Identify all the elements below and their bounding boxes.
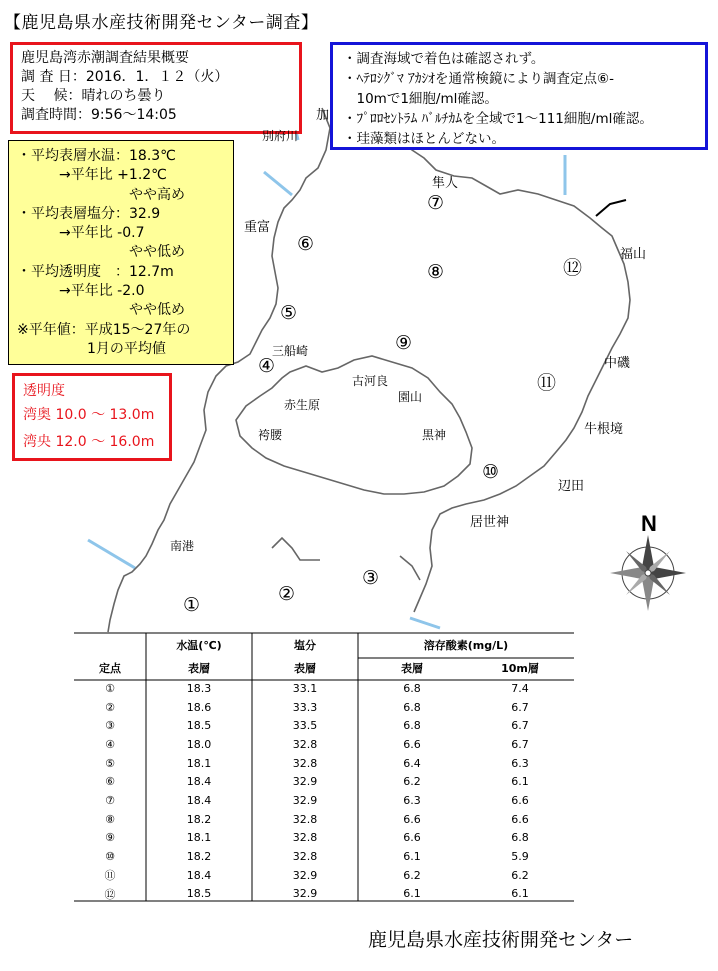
place-hetta: 辺田	[558, 479, 585, 494]
table-cell-sal: 32.9	[292, 887, 318, 901]
table-row	[74, 866, 574, 885]
station-point-2: ②	[278, 583, 296, 605]
table-cell-temp: 18.1	[186, 756, 212, 770]
average-stats-box	[8, 140, 234, 365]
table-cell-temp: 18.4	[186, 793, 212, 807]
table-cell-temp: 18.1	[186, 831, 212, 845]
stats-line: ※平年値：平成15～27年の	[17, 321, 191, 338]
table-row	[74, 735, 574, 754]
table-row	[74, 885, 574, 904]
table-cell-sal: 32.8	[292, 850, 318, 864]
table-cell-do_s: 6.8	[403, 719, 421, 733]
table-cell-temp: 18.0	[186, 737, 212, 751]
table-cell-do_s: 6.8	[403, 700, 421, 714]
table-header-temp-surface: 表層	[188, 662, 210, 675]
table-row	[74, 679, 574, 698]
table-cell-pt: ⑨	[105, 831, 115, 845]
table-row	[74, 847, 574, 866]
place-betsufugawa: 別府川	[262, 129, 299, 143]
water-quality-table	[74, 632, 574, 903]
table-cell-sal: 32.8	[292, 756, 318, 770]
station-point-7: ⑦	[427, 192, 445, 214]
survey-line: 天 候：晴れのち曇り	[21, 88, 166, 104]
table-cell-do_10: 6.7	[511, 719, 529, 733]
table-row	[74, 698, 574, 717]
table-cell-temp: 18.5	[186, 887, 212, 901]
station-point-9: ⑨	[395, 332, 413, 354]
table-cell-do_s: 6.6	[403, 737, 421, 751]
table-header-station: 定点	[99, 662, 121, 675]
table-header-do: 溶存酸素(mg/L)	[423, 638, 509, 652]
station-point-5: ⑤	[280, 302, 298, 324]
table-cell-do_s: 6.2	[403, 868, 421, 882]
place-akaohara: 赤生原	[284, 398, 321, 412]
table-row	[74, 810, 574, 829]
survey-summary-box	[10, 42, 302, 134]
table-cell-do_10: 6.7	[511, 700, 529, 714]
table-cell-do_10: 6.3	[511, 756, 529, 770]
table-cell-temp: 18.6	[186, 700, 212, 714]
observation-line: ・ﾌﾟﾛﾛｾﾝﾄﾗﾑ ﾊﾞﾙﾁｶﾑを全域で1～111細胞/ml確認。	[343, 111, 653, 127]
table-cell-pt: ⑪	[104, 869, 116, 883]
table-cell-sal: 32.8	[292, 737, 318, 751]
table-cell-temp: 18.2	[186, 812, 212, 826]
table-cell-sal: 32.8	[292, 831, 318, 845]
table-header-blank	[74, 632, 146, 657]
stats-line: やや高め	[17, 186, 185, 203]
stats-line: やや低め	[17, 302, 185, 319]
observation-line: ・調査海域で着色は確認されず。	[343, 51, 545, 67]
place-fukuyama: 福山	[620, 247, 647, 262]
observation-line: ・珪藻類はほとんどない。	[343, 131, 505, 147]
stats-line: 1月の平均値	[17, 340, 166, 357]
place-nakaiso: 中磯	[604, 356, 631, 371]
table-cell-do_s: 6.1	[403, 887, 421, 901]
table-row	[74, 772, 574, 791]
table-cell-do_s: 6.6	[403, 831, 421, 845]
table-cell-temp: 18.5	[186, 719, 212, 733]
table-header-temp: 水温(℃)	[176, 638, 222, 652]
stats-line: →平年比 -0.7	[17, 225, 145, 242]
station-point-6: ⑥	[297, 233, 315, 255]
station-point-1: ①	[183, 594, 201, 616]
place-nanko: 南港	[170, 539, 195, 553]
survey-line: 調査時間：9:56～14:05	[21, 107, 177, 123]
table-cell-pt: ⑧	[105, 812, 115, 826]
stats-line: ・平均透明度 ：12.7m	[17, 263, 174, 280]
table-cell-do_10: 6.8	[511, 831, 529, 845]
table-cell-temp: 18.4	[186, 868, 212, 882]
page-title: 【鹿児島県水産技術開発センター調査】	[4, 13, 319, 33]
place-hakamagoshi: 袴腰	[258, 428, 283, 442]
table-header-do-10m: 10m層	[501, 662, 539, 675]
observation-line: 10mで1細胞/ml確認。	[343, 91, 498, 107]
table-cell-pt: ③	[105, 719, 115, 733]
table-cell-do_10: 7.4	[511, 681, 529, 695]
table-row	[74, 754, 574, 773]
compass-north-label: N	[641, 511, 657, 536]
table-header-salinity: 塩分	[294, 638, 316, 652]
place-mifunezaki: 三船崎	[272, 344, 309, 358]
table-cell-sal: 33.1	[292, 681, 318, 695]
stats-line: →平年比 +1.2℃	[17, 167, 167, 184]
table-row	[74, 791, 574, 810]
table-cell-pt: ⑫	[104, 887, 116, 901]
observation-box	[330, 42, 708, 150]
observation-line: ・ﾍﾃﾛｼｸﾞﾏ ｱｶｼｵを通常検鏡により調査定点⑥-	[343, 71, 615, 87]
table-cell-do_s: 6.6	[403, 812, 421, 826]
table-row	[74, 829, 574, 848]
station-point-8: ⑧	[427, 261, 445, 283]
place-furukawara: 古河良	[352, 374, 389, 388]
station-point-12: ⑫	[563, 257, 583, 279]
place-sonoyama: 園山	[398, 390, 423, 404]
table-cell-pt: ①	[105, 681, 115, 695]
table-cell-do_10: 6.6	[511, 812, 529, 826]
table-cell-sal: 32.9	[292, 793, 318, 807]
table-cell-do_s: 6.8	[403, 681, 421, 695]
transparency-line: 湾央 12.0 ～ 16.0m	[23, 434, 155, 450]
stats-line: ・平均表層塩分：32.9	[17, 205, 161, 222]
table-cell-pt: ⑩	[105, 850, 115, 864]
place-hayato: 隼人	[432, 176, 459, 191]
table-cell-pt: ⑥	[105, 775, 115, 789]
survey-line: 調 査 日：2016．1．１２（火）	[21, 69, 229, 85]
station-point-11: ⑪	[537, 372, 557, 394]
table-cell-do_s: 6.2	[403, 775, 421, 789]
stats-line: やや低め	[17, 244, 185, 261]
station-point-3: ③	[362, 567, 380, 589]
station-point-10: ⑩	[482, 461, 500, 483]
table-cell-pt: ④	[105, 737, 115, 751]
table-cell-do_10: 6.7	[511, 737, 529, 751]
table-cell-do_10: 6.6	[511, 793, 529, 807]
table-cell-do_10: 6.1	[511, 775, 529, 789]
station-point-4: ④	[258, 355, 276, 377]
transparency-title: 透明度	[23, 383, 65, 399]
table-cell-sal: 32.9	[292, 775, 318, 789]
table-cell-do_10: 5.9	[511, 850, 529, 864]
table-header-sal-surface: 表層	[294, 662, 316, 675]
table-cell-pt: ②	[105, 700, 115, 714]
table-cell-temp: 18.3	[186, 681, 212, 695]
table-cell-do_s: 6.4	[403, 756, 421, 770]
place-ushinekyo: 牛根境	[584, 422, 624, 437]
place-shigetomi: 重富	[244, 220, 271, 235]
stats-line: →平年比 -2.0	[17, 283, 145, 300]
stats-line: ・平均表層水温：18.3℃	[17, 148, 176, 164]
table-cell-temp: 18.2	[186, 850, 212, 864]
place-iseji: 居世神	[470, 515, 510, 530]
bay-coastline-east	[352, 118, 630, 612]
footer-organization: 鹿児島県水産技術開発センター	[368, 929, 634, 951]
table-cell-sal: 32.9	[292, 868, 318, 882]
table-cell-do_s: 6.3	[403, 793, 421, 807]
table-row	[74, 716, 574, 735]
table-cell-do_10: 6.2	[511, 868, 529, 882]
table-cell-pt: ⑦	[105, 793, 115, 807]
table-cell-do_10: 6.1	[511, 887, 529, 901]
place-kurokami: 黒神	[422, 428, 447, 442]
compass-rose	[610, 535, 686, 611]
place-kajiki: 加	[316, 108, 330, 123]
table-cell-sal: 32.8	[292, 812, 318, 826]
table-cell-sal: 33.3	[292, 700, 318, 714]
table-cell-do_s: 6.1	[403, 850, 421, 864]
survey-line: 鹿児島湾赤潮調査結果概要	[21, 50, 189, 66]
transparency-line: 湾奥 10.0 ～ 13.0m	[23, 407, 155, 423]
transparency-box	[12, 373, 172, 461]
table-cell-temp: 18.4	[186, 775, 212, 789]
table-cell-sal: 33.5	[292, 719, 318, 733]
table-cell-pt: ⑤	[105, 756, 115, 770]
table-header-do-surface: 表層	[401, 662, 423, 675]
